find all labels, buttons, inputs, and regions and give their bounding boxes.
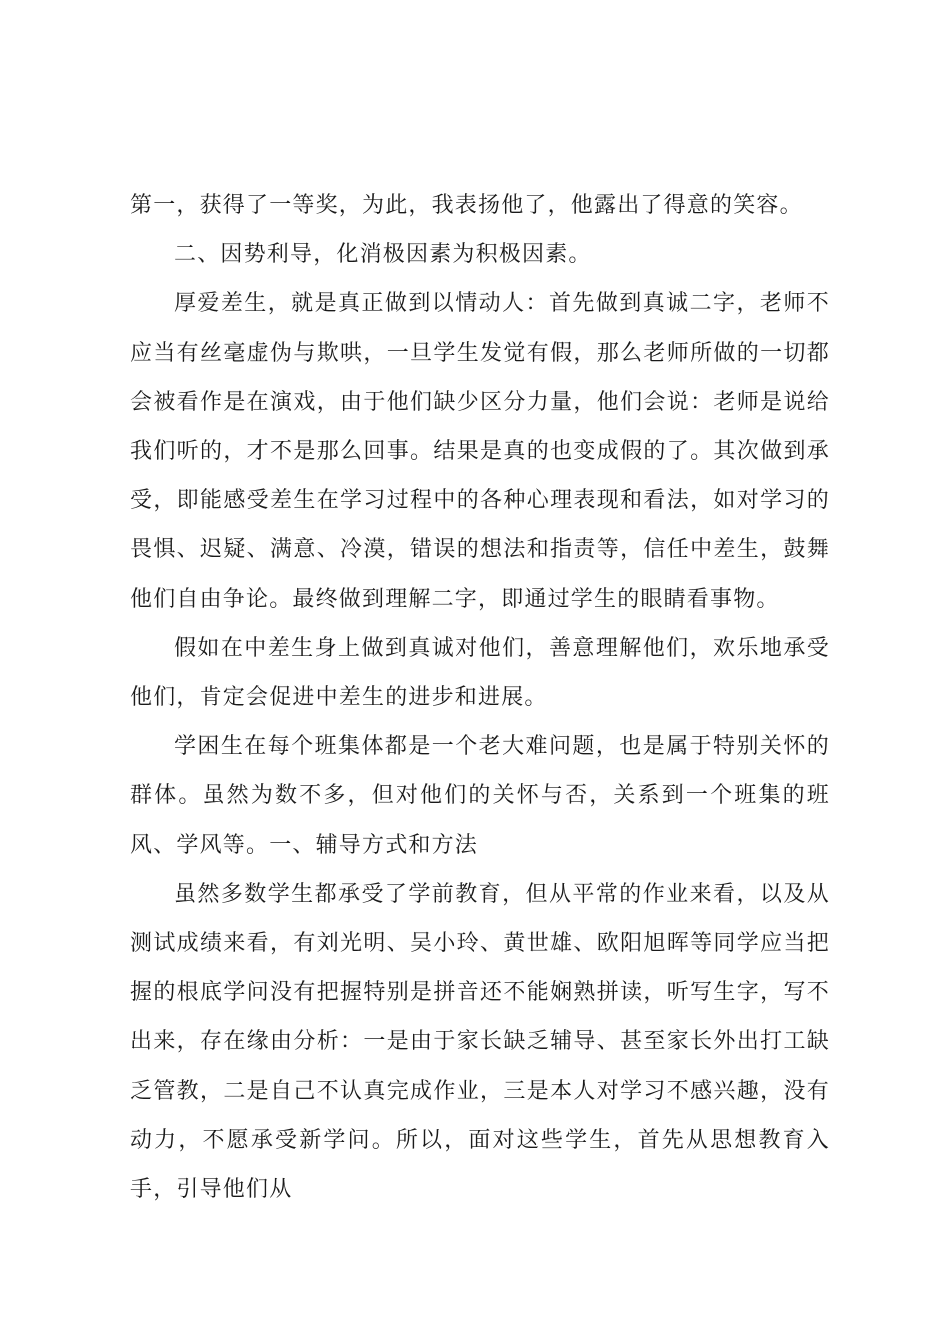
- paragraph-6: 虽然多数学生都承受了学前教育，但从平常的作业来看，以及从测试成绩来看，有刘光明、吴小玲、黄世雄、欧阳旭晖等同学应当把握的根底学问没有把握特别是拼音还不能娴熟拼读，听写生字，写不出来，存在缘由分析：一是由于家长缺乏辅导、甚至家长外出打工缺乏管教，二是自己不认真完成作业，三是本人对学习不感兴趣，没有动力，不愿承受新学问。所以，面对这些学生，首先从思想教育入手，引导他们从: [130, 881, 830, 1203]
- paragraph-4: 假如在中差生身上做到真诚对他们，善意理解他们，欢乐地承受他们，肯定会促进中差生的进步和进展。: [130, 635, 830, 711]
- paragraph-5: 学困生在每个班集体都是一个老大难问题，也是属于特别关怀的群体。虽然为数不多，但对他们的关怀与否，关系到一个班集的班风、学风等。一、辅导方式和方法: [130, 734, 830, 858]
- document-body: [130, 181, 830, 1214]
- paragraph-1: 第一，获得了一等奖，为此，我表扬他了，他露出了得意的笑容。: [130, 193, 803, 218]
- paragraph-3: 厚爱差生，就是真正做到以情动人：首先做到真诚二字，老师不应当有丝毫虚伪与欺哄，一旦学生发觉有假，那么老师所做的一切都会被看作是在演戏，由于他们缺少区分力量，他们会说：老师是说给我们听的，才不是那么回事。结果是真的也变成假的了。其次做到承受，即能感受差生在学习过程中的各种心理表现和看法，如对学习的畏惧、迟疑、满意、冷漠，错误的想法和指责等，信任中差生，鼓舞他们自由争论。最终做到理解二字，即通过学生的眼睛看事物。: [130, 291, 830, 612]
- paragraph-2-heading: 二、因势利导，化消极因素为积极因素。: [174, 242, 592, 268]
